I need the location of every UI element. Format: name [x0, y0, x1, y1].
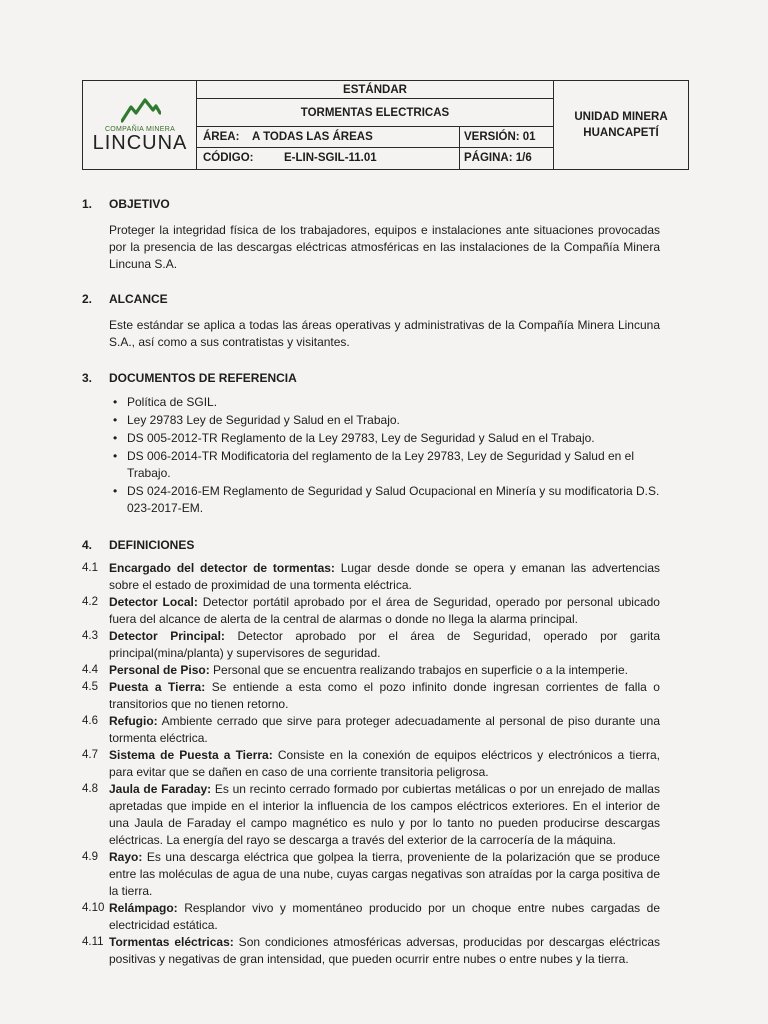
definition-item	[82, 662, 660, 679]
definitions-list	[82, 560, 660, 968]
header-code-row	[197, 148, 553, 169]
area-value: A TODAS LAS ÁREAS	[252, 131, 373, 143]
reference-item: • DS 024-2016-EM Reglamento de Seguridad y Salud Ocupacional en Minería y su modificatoria D.S. 023-2017-EM.	[109, 483, 660, 517]
section-title: DEFINICIONES	[109, 538, 195, 552]
definition-number: 4.5	[82, 681, 98, 693]
logo-company-label: COMPAÑIA MINERA	[104, 126, 176, 133]
area-label: ÁREA:	[203, 131, 240, 143]
definition-item	[82, 781, 660, 849]
section-objetivo-heading	[82, 196, 660, 213]
version-value: VERSIÓN: 01	[459, 127, 553, 148]
definition-number: 4.3	[82, 630, 98, 642]
definition-item	[82, 628, 660, 662]
mountains-logo-icon	[121, 97, 161, 125]
definition-term: Jaula de Faraday:	[109, 782, 212, 796]
definition-text: Personal que se encuentra realizando trabajos en superficie o a la intemperie.	[209, 663, 628, 677]
section-definiciones-heading	[82, 537, 660, 554]
section-objetivo-text: Proteger la integridad física de los trabajadores, equipos e instalaciones ante situaciones provocadas por la presencia de las descargas eléctricas atmosféricas en las instalaciones de la Compañía Minera Lincuna S.A.	[109, 223, 660, 271]
unit-line-2: HUANCAPETÍ	[583, 127, 659, 139]
section-number: 1.	[82, 197, 93, 211]
definition-text: Detector aprobado por el área de Seguridad, operado por garita principal(mina/planta) y supervisores de seguridad.	[109, 629, 660, 660]
section-title: DOCUMENTOS DE REFERENCIA	[109, 371, 297, 385]
definition-number: 4.7	[82, 749, 98, 761]
definition-term: Refugio:	[109, 714, 158, 728]
definition-item	[82, 594, 660, 628]
definition-term: Detector Principal:	[109, 629, 225, 643]
definition-text: Resplandor vivo y momentáneo producido por un choque entre nubes cargadas de electricidad estática.	[109, 901, 660, 932]
definition-term: Relámpago:	[109, 901, 178, 915]
definition-text: Lugar desde donde se opera y emanan las advertencias sobre el estado de proximidad de una tormenta eléctrica.	[109, 561, 661, 592]
definition-number: 4.10	[82, 902, 105, 914]
definition-item	[82, 747, 660, 781]
definition-term: Tormentas eléctricas:	[109, 935, 234, 949]
mining-unit-cell	[553, 81, 688, 169]
definition-number: 4.4	[82, 664, 98, 676]
section-number: 4.	[82, 538, 93, 552]
reference-item: • DS 005-2012-TR Reglamento de la Ley 29783, Ley de Seguridad y Salud en el Trabajo.	[109, 430, 660, 447]
definition-term: Sistema de Puesta a Tierra:	[109, 748, 273, 762]
definition-term: Rayo:	[109, 850, 143, 864]
definition-item	[82, 900, 660, 934]
section-title: OBJETIVO	[109, 197, 170, 211]
definition-item	[82, 679, 660, 713]
document-title: TORMENTAS ELECTRICAS	[197, 99, 553, 127]
definition-text: Es un recinto cerrado formado por cubiertas metálicas o por un enrejado de mallas apretadas que impide en el interior la influencia de los campos eléctricos exteriores. En el interior de una Jaula de Faraday el campo magnético es nulo y por lo tanto no pueden producirse descargas eléctricas. La energía del rayo se descarga a través del exterior de la carrocería de la máquina.	[109, 782, 660, 847]
reference-item: • Política de SGIL.	[109, 394, 660, 411]
header-area-row	[197, 127, 553, 148]
section-alcance-heading	[82, 291, 660, 308]
definition-text: Ambiente cerrado que sirve para proteger adecuadamente al personal de piso durante una tormenta eléctrica.	[109, 714, 660, 745]
code-label: CÓDIGO:	[203, 152, 254, 164]
section-referencias-heading	[82, 370, 660, 387]
section-title: ALCANCE	[109, 292, 168, 306]
definition-number: 4.11	[82, 936, 104, 948]
definition-number: 4.2	[82, 596, 98, 608]
section-alcance-text: Este estándar se aplica a todas las áreas operativas y administrativas de la Compañía Minera Lincuna S.A., así como a sus contratistas y visitantes.	[109, 318, 660, 349]
reference-item: • DS 006-2014-TR Modificatoria del reglamento de la Ley 29783, Ley de Seguridad y Salud en el Trabajo.	[109, 448, 660, 482]
document-header-table	[82, 80, 689, 170]
definition-item	[82, 713, 660, 747]
definition-term: Puesta a Tierra:	[109, 680, 206, 694]
definition-item	[82, 849, 660, 900]
definition-number: 4.6	[82, 715, 98, 727]
definition-item	[82, 934, 660, 968]
definition-text: Detector portátil aprobado por el área de Seguridad, operado por personal ubicado fuera del alcance de alerta de la central de alarmas o donde no llega la alarma principal.	[109, 595, 660, 626]
section-number: 2.	[82, 292, 93, 306]
company-logo	[83, 81, 197, 169]
definition-number: 4.8	[82, 783, 98, 795]
reference-list	[109, 394, 660, 518]
definition-text: Es una descarga eléctrica que golpea la tierra, proveniente de la polarización que se produce entre las moléculas de agua de una nube, cuyas cargas negativas son atraídas por la carga positiva de la tierra.	[109, 850, 660, 898]
page-number: PÁGINA: 1/6	[459, 148, 553, 169]
definition-term: Encargado del detector de tormentas:	[109, 561, 335, 575]
header-standard-label: ESTÁNDAR	[197, 81, 553, 99]
definition-text: Consiste en la conexión de equipos eléctricos y electrónicos a tierra, para evitar que se dañen en caso de una corriente transitoria peligrosa.	[109, 748, 661, 779]
code-value: E-LIN-SGIL-11.01	[284, 152, 377, 164]
definition-term: Detector Local:	[109, 595, 198, 609]
definition-number: 4.9	[82, 851, 98, 863]
logo-company-name: LINCUNA	[92, 132, 188, 154]
section-number: 3.	[82, 371, 93, 385]
definition-text: Se entiende a esta como el pozo infinito donde ingresan corrientes de falla o transitorios que no tienen retorno.	[109, 680, 660, 711]
definition-item	[82, 560, 660, 594]
definition-number: 4.1	[82, 562, 98, 574]
definition-text: Son condiciones atmosféricas adversas, producidas por descargas eléctricas positivas y negativas de gran intensidad, que pueden ocurrir entre nubes o entre nubes y la tierra.	[109, 935, 661, 966]
unit-line-1: UNIDAD MINERA	[574, 111, 668, 123]
definition-term: Personal de Piso:	[109, 663, 210, 677]
reference-item: • Ley 29783 Ley de Seguridad y Salud en el Trabajo.	[109, 412, 660, 429]
